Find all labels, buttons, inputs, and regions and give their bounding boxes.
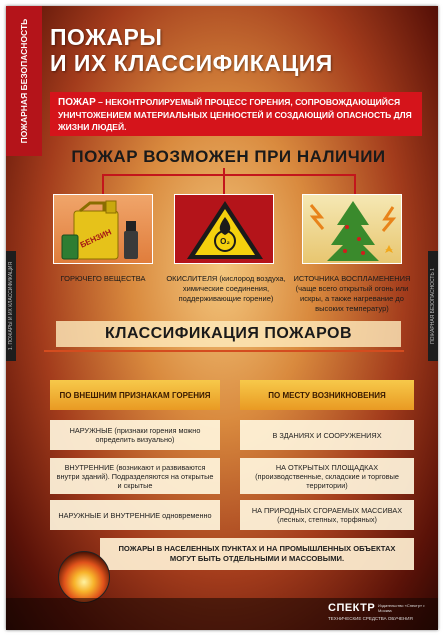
poster — [6, 6, 438, 630]
definition-term: ПОЖАР — [58, 97, 96, 108]
fuel-can-icon — [54, 195, 153, 264]
bottom-note: ПОЖАРЫ В НАСЕЛЕННЫХ ПУНКТАХ И НА ПРОМЫШЛЕННЫХ ОБЪЕКТАХ МОГУТ БЫТЬ ОТДЕЛЬНЫМИ И МАССОВЫМИ. — [100, 538, 414, 570]
publisher-logo-subtitle: ТЕХНИЧЕСКИЕ СРЕДСТВА ОБУЧЕНИЯ — [328, 616, 413, 621]
left-item-3: НАРУЖНЫЕ И ВНУТРЕННИЕ одновременно — [50, 500, 220, 530]
fuel-image — [53, 194, 153, 264]
right-column-header: ПО МЕСТУ ВОЗНИКНОВЕНИЯ — [240, 380, 414, 410]
connector-center — [223, 168, 225, 194]
oxidizer-image — [174, 194, 274, 264]
left-side-strip — [6, 251, 16, 361]
page-title — [50, 24, 333, 76]
conditions-title: ПОЖАР ВОЗМОЖЕН ПРИ НАЛИЧИИ — [71, 147, 386, 166]
classification-divider — [44, 350, 404, 352]
right-item-3: НА ПРИРОДНЫХ СГОРАЕМЫХ МАССИВАХ (лесных, степных, торфяных) — [240, 500, 414, 530]
left-column-header: ПО ВНЕШНИМ ПРИЗНАКАМ ГОРЕНИЯ — [50, 380, 220, 410]
fuel-can-label: БЕНЗИН — [78, 227, 113, 250]
right-item-2: НА ОТКРЫТЫХ ПЛОЩАДКАХ (производственные, складские и торговые территории) — [240, 458, 414, 494]
sidebar-tag — [6, 6, 42, 156]
classification-title: КЛАССИФИКАЦИЯ ПОЖАРОВ — [56, 321, 401, 347]
condition-caption-oxidizer: ОКИСЛИТЕЛЯ (кислород воздуха, химические соединения, поддерживающие горение) — [166, 274, 286, 303]
publisher-logo: СПЕКТР — [328, 602, 376, 614]
ignition-image — [302, 194, 402, 264]
connector-right — [354, 174, 356, 194]
left-item-2: ВНУТРЕННИЕ (возникают и развиваются внутри зданий). Подразделяются на открытые и скрытые — [50, 458, 220, 494]
oxidizer-sign-label: O₂ — [220, 237, 230, 246]
ignition-source-icon — [303, 195, 402, 264]
left-item-1: НАРУЖНЫЕ (признаки горения можно определить визуально) — [50, 420, 220, 450]
left-side-label: 1. ПОЖАРЫ И ИХ КЛАССИФИКАЦИЯ — [8, 261, 14, 351]
right-item-1: В ЗДАНИЯХ И СООРУЖЕНИЯХ — [240, 420, 414, 450]
condition-caption-ignition: ИСТОЧНИКА ВОСПЛАМЕНЕНИЯ (чаще всего открытый огонь или искры, а также нагревание до высоких температур) — [293, 274, 411, 313]
right-side-label: ПОЖАРНАЯ БЕЗОПАСНОСТЬ 1 — [430, 268, 436, 344]
page-title-line1: ПОЖАРЫ — [50, 24, 163, 50]
right-side-strip — [428, 251, 438, 361]
definition-text: – НЕКОНТРОЛИРУЕМЫЙ ПРОЦЕСС ГОРЕНИЯ, СОПРОВОЖДАЮЩИЙСЯ УНИЧТОЖЕНИЕМ МАТЕРИАЛЬНЫХ ЦЕННОСТЕЙ И СОЗДАЮЩИЙ ОПАСНОСТЬ ДЛЯ ЖИЗНИ ЛЮДЕЙ. — [58, 97, 412, 132]
page-title-line2: И ИХ КЛАССИФИКАЦИЯ — [50, 50, 333, 76]
fire-icon — [58, 551, 110, 603]
sidebar-label: ПОЖАРНАЯ БЕЗОПАСНОСТЬ — [19, 18, 29, 144]
publisher-fineprint: Издательство «Спектр» г. Москва — [378, 603, 426, 613]
oxidizer-sign-icon — [175, 195, 274, 264]
connector-left — [102, 174, 104, 194]
condition-caption-fuel: ГОРЮЧЕГО ВЕЩЕСТВА — [60, 274, 146, 283]
connector-horizontal — [102, 174, 356, 176]
definition-box — [50, 92, 422, 136]
